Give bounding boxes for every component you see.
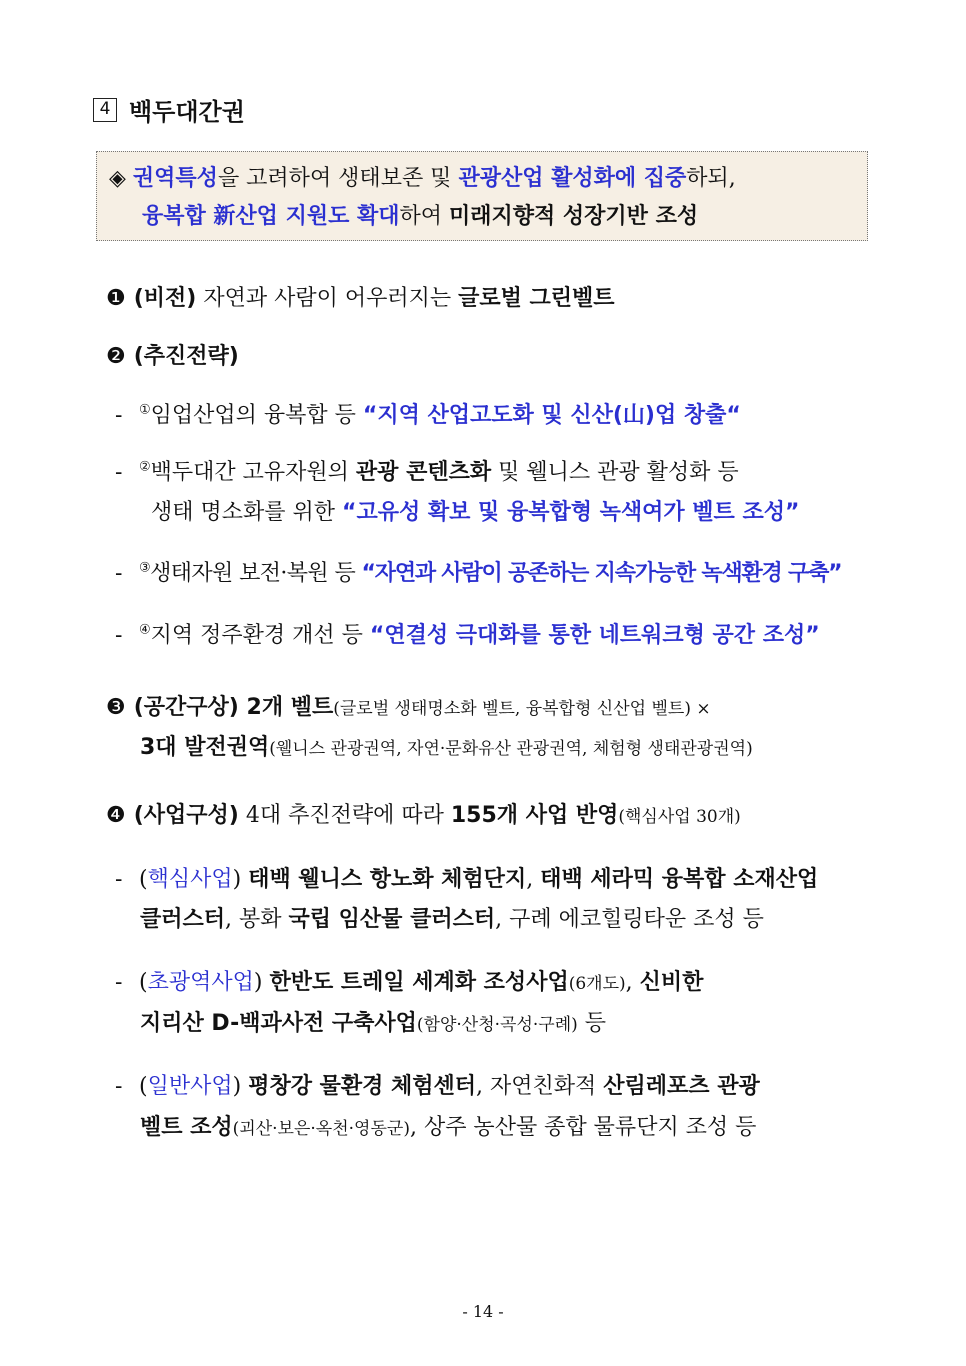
vision-item	[106, 281, 615, 312]
summary-text: 을 고려하여 생태보존 및	[217, 166, 459, 191]
summary-line-1	[109, 160, 867, 198]
vision-text: 자연과 사람이 어우러지는	[196, 286, 459, 311]
projects-small: (핵심사업 30개)	[618, 807, 741, 827]
mega-text: 등	[577, 1011, 607, 1036]
number-2-icon: ❷	[106, 344, 126, 369]
number-1-icon: ❶	[106, 286, 126, 311]
summary-highlight: 권역특성	[132, 166, 218, 191]
space-item	[106, 690, 711, 721]
general-small: (괴산·보은·옥천·영동군)	[232, 1119, 410, 1139]
core-bold: 국립 임산물 클러스터	[288, 907, 496, 932]
strategy-sub-2-line-2	[151, 495, 799, 526]
general-bold: 산림레포츠 관광	[603, 1074, 760, 1099]
vision-label: (비전)	[133, 286, 197, 311]
mega-projects-line-2	[140, 1006, 606, 1037]
projects-label: (사업구성)	[133, 803, 239, 828]
strategy-quote: “연결성 극대화를 통한 네트워크형 공간 조성”	[369, 623, 820, 648]
number-4-icon: ❹	[106, 803, 126, 828]
core-bold: 태백 웰니스 항노화 체험단지	[248, 867, 527, 892]
strategy-sub-3: - ③생태자원 보전·복원 등 “자연과 사람이 공존하는 지속가능한 녹색환경 구축”	[115, 560, 842, 586]
space-bold: 3대 발전권역	[140, 735, 270, 760]
summary-line-2	[109, 198, 867, 236]
strategy-text: 임업산업의 융복합 등	[150, 403, 363, 428]
core-bold: 태백 세라믹 융복합 소재산업	[540, 867, 819, 892]
strategy-quote: “자연과 사람이 공존하는 지속가능한 녹색환경 구축”	[361, 561, 842, 586]
strategy-sub-4: - ④지역 정주환경 개선 등 “연결성 극대화를 통한 네트워크형 공간 조성”	[115, 622, 820, 648]
strategy-label: (추진전략)	[133, 344, 239, 369]
core-projects: - (핵심사업) 태백 웰니스 항노화 체험단지, 태백 세라믹 융복합 소재산업	[115, 867, 819, 892]
diamond-icon: ◈	[109, 166, 126, 191]
section-heading	[93, 92, 245, 127]
mega-tag: 초광역사업	[147, 970, 254, 995]
core-text: , 구례 에코힐링타운 조성 등	[495, 907, 764, 932]
general-tag: 일반사업	[147, 1074, 233, 1099]
mega-bold: 한반도 트레일 세계화 조성사업	[269, 970, 569, 995]
page-number: - 14 -	[462, 1302, 504, 1321]
projects-bold: 155개 사업 반영	[450, 803, 619, 828]
general-bold: 평창강 물환경 체험센터	[248, 1074, 477, 1099]
strategy-sub-2: - ②백두대간 고유자원의 관광 콘텐츠화 및 웰니스 관광 활성화 등	[115, 459, 739, 485]
space-bold: 2개 벨트	[238, 695, 334, 720]
mega-projects: - (초광역사업) 한반도 트레일 세계화 조성사업(6개도), 신비한	[115, 970, 704, 995]
strategy-bold: 관광 콘텐츠화	[355, 460, 492, 485]
mega-bold: 신비한	[639, 970, 704, 995]
space-small: (웰니스 관광권역, 자연·문화유산 관광권역, 체험형 생태관광권역)	[269, 739, 753, 759]
strategy-text: 및 웰니스 관광 활성화 등	[491, 460, 739, 485]
strategy-text: 생태자원 보전·복원 등	[150, 561, 362, 586]
strategy-text: 생태 명소화를 위한	[151, 500, 342, 525]
section-number: 4	[93, 98, 117, 122]
strategy-text: 지역 정주환경 개선 등	[150, 623, 370, 648]
core-text: ,	[526, 867, 541, 892]
strategy-text: 백두대간 고유자원의	[150, 460, 356, 485]
strategy-quote: “고유성 확보 및 융복합형 녹색여가 벨트 조성”	[342, 500, 800, 525]
summary-bold: 미래지향적 성장기반 조성	[449, 204, 699, 229]
general-projects-line-2	[140, 1110, 756, 1141]
mega-small: (함양·산청·곡성·구례)	[416, 1015, 578, 1035]
summary-box	[96, 151, 868, 241]
mega-bold: 지리산 D-백과사전 구축사업	[140, 1011, 417, 1036]
circled-2: ②	[139, 459, 151, 475]
projects-text: 4대 추진전략에 따라	[238, 803, 451, 828]
summary-highlight: 융복합 新산업 지원도 확대	[142, 204, 400, 229]
general-text: , 자연친화적	[476, 1074, 604, 1099]
number-3-icon: ❸	[106, 695, 126, 720]
core-bold: 클러스터	[140, 907, 226, 932]
core-tag: 핵심사업	[147, 867, 233, 892]
mega-small: (6개도)	[568, 974, 626, 994]
core-text: , 봉화	[225, 907, 289, 932]
space-item-line-2	[140, 730, 753, 761]
general-text: , 상주 농산물 종합 물류단지 조성 등	[409, 1115, 757, 1140]
vision-bold: 글로벌 그린벨트	[458, 286, 615, 311]
summary-text: 하여	[399, 204, 449, 229]
circled-4: ④	[139, 622, 151, 638]
section-title: 백두대간권	[129, 98, 245, 126]
strategy-sub-1: - ①임업산업의 융복합 등 “지역 산업고도화 및 신산(山)업 창출“	[115, 402, 741, 428]
core-projects-line-2	[140, 902, 764, 933]
general-bold: 벨트 조성	[140, 1115, 233, 1140]
circled-1: ①	[139, 402, 151, 418]
strategy-item	[106, 339, 239, 370]
mega-text: ,	[625, 970, 640, 995]
summary-highlight: 관광산업 활성화에 집중	[458, 166, 687, 191]
summary-text: 하되,	[686, 166, 736, 191]
strategy-quote: “지역 산업고도화 및 신산(山)업 창출“	[362, 403, 741, 428]
general-projects: - (일반사업) 평창강 물환경 체험센터, 자연친화적 산림레포츠 관광	[115, 1074, 760, 1099]
space-label: (공간구상)	[133, 695, 239, 720]
circled-3: ③	[139, 560, 151, 576]
space-small: (글로벌 생태명소화 벨트, 융복합형 신산업 벨트) ×	[333, 699, 711, 719]
projects-item	[106, 798, 741, 829]
